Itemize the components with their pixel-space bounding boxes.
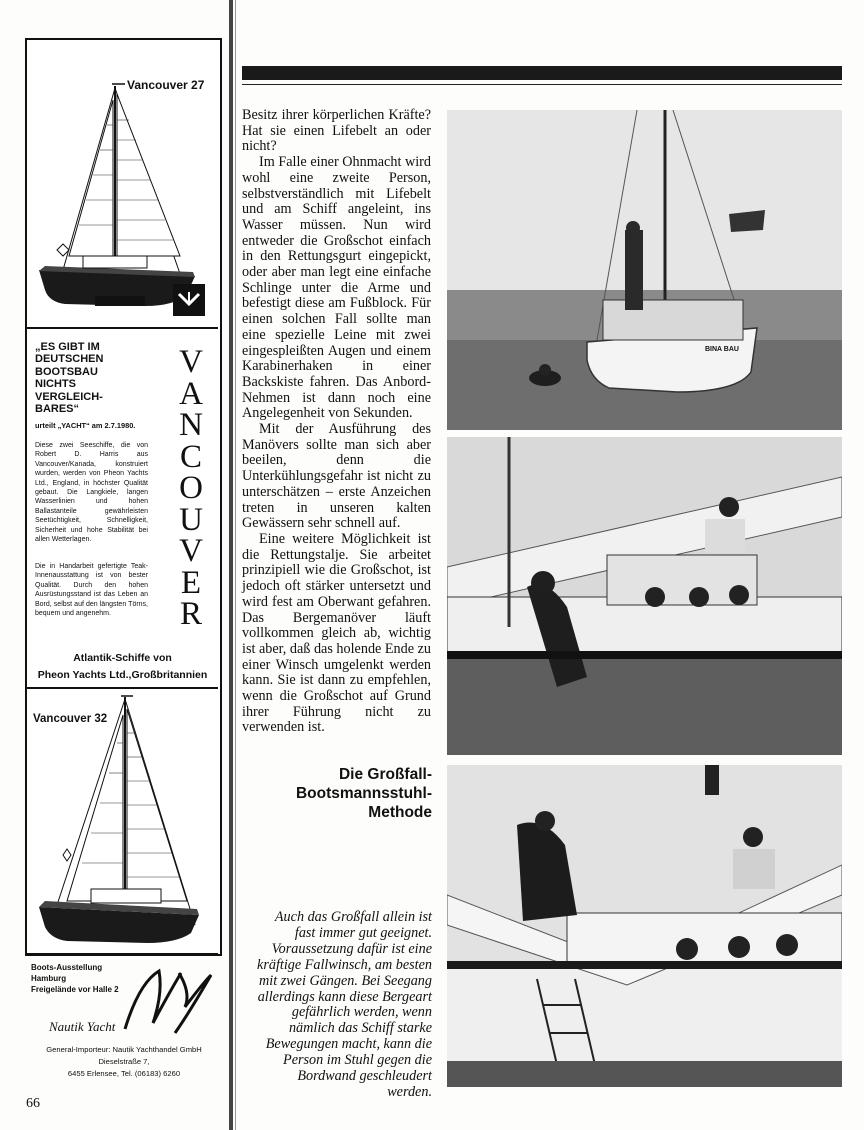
- paragraph-1: Besitz ihrer körperlichen Kräfte? Hat sie einen Lifebelt an oder nicht?: [242, 107, 431, 155]
- subheading: Die Großfall-Bootsmannsstuhl-Methode: [295, 766, 432, 821]
- paragraph-4: Eine weitere Möglichkeit ist die Rettungstalje. Sie arbeitet prinzipiell wie die Großschot, ist jedoch oft stärker untersetzt und wird fest am Oberwant gefahren. Das Bergemanöver läuft vollkommen gleich ab, wichtig ist aber, daß das holende Ende zu einer Winsch umgelenkt werden kann. Sie ist dann zu empfehlen, wenn die Großschot auf Grund ihrer Führung nicht zu verwenden ist.: [242, 530, 431, 736]
- photo-rescue-tackle: [447, 437, 842, 755]
- ad-vertical-brand: VANCOUVER: [179, 344, 203, 632]
- pheon-arrow-logo: [173, 284, 205, 316]
- ad-expo-line2: Hamburg: [31, 974, 67, 983]
- ad-boat2-panel: [27, 689, 218, 955]
- vancouver-32-drawing: [37, 693, 207, 947]
- ad-boat1-name: Vancouver 27: [127, 78, 205, 92]
- ad-quote-source: urteilt „YACHT“ am 2.7.1980.: [35, 421, 136, 430]
- photo-caption: Auch das Großfall allein ist fast immer gut geeignet. Voraussetzung dafür ist eine kräftige Fallwinsch, am besten mit zwei Gängen. Bei Seegang allerdings kann diese Bergeart gefährlich werden, wenn nämlich das Schiff starke Bewegungen macht, kann die Person im Stuhl gegen die Bordwand geschleudert werden.: [257, 909, 432, 1100]
- ad-text-panel: [27, 329, 218, 689]
- photo-rescue-swimmer: [447, 110, 842, 430]
- boat-hull-name: BINA BAU: [705, 346, 739, 353]
- ad-maker-line1: Atlantik-Schiffe von: [73, 652, 172, 664]
- ad-maker-line2: Pheon Yachts Ltd.,Großbritannien: [37, 669, 208, 681]
- header-rule-thin: [242, 84, 842, 85]
- page-gutter-line: [235, 0, 236, 1130]
- ad-address1: Dieselstraße 7,: [98, 1057, 150, 1066]
- photo-bosuns-chair: [447, 765, 842, 1087]
- ad-boat2-name: Vancouver 32: [33, 713, 108, 725]
- ad-description-2: Die in Handarbeit gefertigte Teak-Innenausstattung ist von bester Qualität. Durch den hohen Ausrüstungsstand ist das Leben an Bord, selbst auf den längsten Törns, bequem und angenehm.: [35, 563, 148, 618]
- article-body: [242, 108, 431, 736]
- page-number: 66: [26, 1096, 40, 1111]
- nautik-yacht-monogram: [119, 963, 215, 1035]
- header-rule: [242, 66, 842, 80]
- ad-dealer-panel: [27, 955, 218, 1085]
- paragraph-3: Mit der Ausführung des Manövers sollte man sich aber beeilen, denn die Unterkühlungsgefahr ist nicht zu unterschätzen – erste Anzeichen treten in unseren kalten Gewässern sehr schnell auf.: [242, 421, 431, 532]
- vancouver-27-drawing: [35, 80, 205, 308]
- ad-logo-script: Nautik Yacht: [49, 1019, 116, 1034]
- ad-description-1: Diese zwei Seeschiffe, die von Robert D. Harris aus Vancouver/Kanada, konstruiert wurden, werden von Pheon Yachts Ltd., England, in höchster Qualität gebaut. Die Langkiele, langen Wasserlinien und hohen Ballastanteile gewährleisten Seetüchtigkeit, Schnelligkeit, Sicherheit und hohe Stabilität bei allen Wetterlagen.: [35, 442, 148, 544]
- ad-boat1-panel: [27, 40, 218, 329]
- ad-quote: „ES GIBT IM DEUTSCHEN BOOTSBAU NICHTS VERGLEICH-BARES“: [35, 341, 104, 416]
- ad-address2: 6455 Erlensee, Tel. (06183) 6260: [67, 1069, 181, 1078]
- ad-expo-line1: Boots-Ausstellung: [31, 963, 103, 972]
- ad-expo-line3: Freigelände vor Halle 2: [31, 985, 119, 994]
- page-gutter: [229, 0, 233, 1130]
- ad-importer: General-Importeur: Nautik Yachthandel GmbH: [46, 1045, 202, 1054]
- paragraph-2: Im Falle einer Ohnmacht wird wohl eine zweite Person, selbstverständlich mit Lifebelt und am Schiff angeleint, ins Wasser müssen. Nun wird entweder die Großschot einfach in den Rettungsgurt eingepickt, oder aber man legt eine einfache Schlinge unter die Arme und befestigt diese am Fußblock. Für einen solchen Fall sollte man eine spezielle Leine mit zwei eingespleißten Augen und einem Karabinerhaken in einer Backskiste fahren. Das Anbord-Nehmen ist dann noch eine Angelegenheit von Sekunden.: [242, 154, 431, 422]
